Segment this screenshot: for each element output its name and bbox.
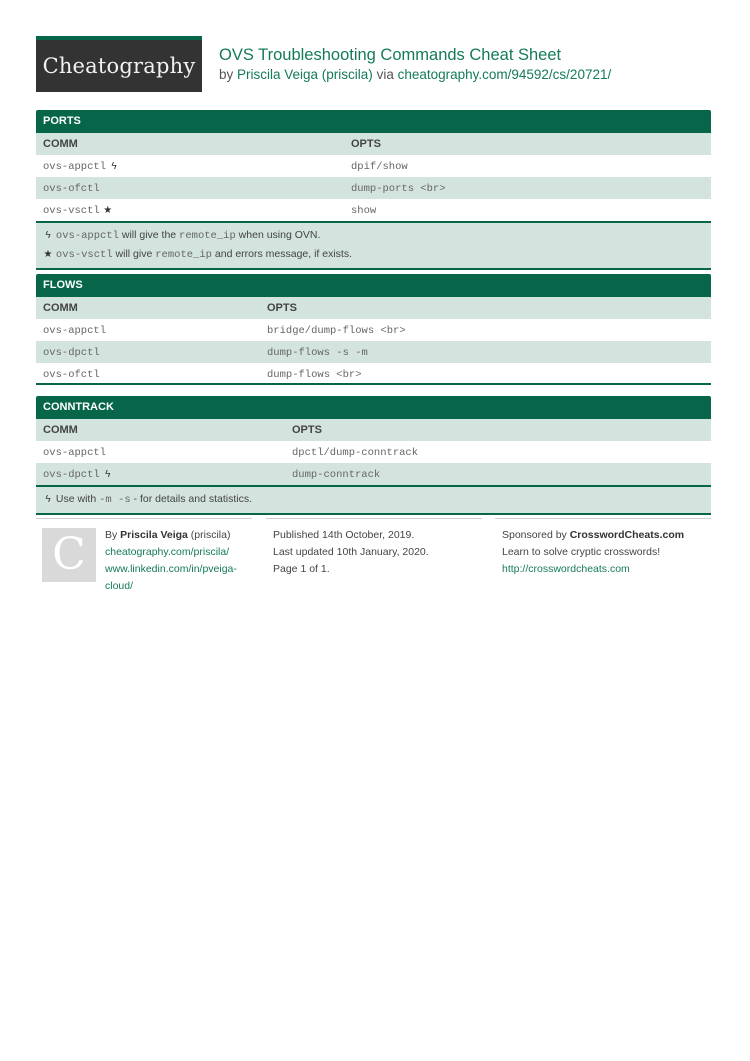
by-prefix: By xyxy=(105,529,121,541)
page-count: Page 1 of 1. xyxy=(273,563,330,575)
note-text: and errors message, if exists. xyxy=(211,248,353,260)
updated-date: Last updated 10th January, 2020. xyxy=(273,546,429,558)
opts-cell: dump-flows -s -m xyxy=(267,347,368,359)
footer-sponsor xyxy=(495,518,711,578)
opts-cell: bridge/dump-flows <br> xyxy=(267,325,406,337)
table-row xyxy=(36,363,711,385)
column-header-opts: OPTS xyxy=(267,302,297,314)
opts-cell: dpif/show xyxy=(351,161,408,173)
star-icon: ★ xyxy=(103,205,113,216)
page-title: OVS Troubleshooting Commands Cheat Sheet xyxy=(219,46,562,64)
section-ports xyxy=(36,110,711,270)
opts-cell: dump-ports <br> xyxy=(351,183,446,195)
column-header-comm: COMM xyxy=(43,424,78,436)
comm-cell: ovs-appctl xyxy=(43,447,107,459)
note-code: ovs-appctl xyxy=(55,230,119,242)
author-link[interactable]: Priscila Veiga (priscila) xyxy=(237,67,373,82)
note-text: - for details and statistics. xyxy=(130,493,253,505)
author-handle: (priscila) xyxy=(187,529,231,541)
note-code: remote_ip xyxy=(179,230,236,242)
column-header-opts: OPTS xyxy=(351,138,381,150)
sheet-url-link[interactable]: cheatography.com/94592/cs/20721/ xyxy=(397,67,612,82)
avatar xyxy=(42,528,96,582)
title-block xyxy=(219,45,611,84)
sponsor-line xyxy=(502,527,711,544)
by-prefix: by xyxy=(219,67,238,82)
table-row xyxy=(36,441,711,463)
note-line xyxy=(43,226,704,245)
bolt-icon: ϟ xyxy=(105,469,111,480)
comm-cell: ovs-appctl xyxy=(43,325,107,337)
table-header xyxy=(36,133,711,155)
table-row xyxy=(36,341,711,363)
opts-cell: show xyxy=(351,205,377,217)
note-line xyxy=(43,490,704,509)
column-header-comm: COMM xyxy=(43,138,78,150)
linkedin-link[interactable]: www.linkedin.com/in/pveiga- xyxy=(105,563,237,575)
author-line xyxy=(105,527,252,544)
table-header xyxy=(36,297,711,319)
table-row xyxy=(36,319,711,341)
table-row xyxy=(36,155,711,177)
linkedin-link-cont[interactable]: cloud/ xyxy=(105,580,134,592)
note-line xyxy=(43,245,704,264)
avatar-letter: C xyxy=(52,529,86,580)
bolt-icon: ϟ xyxy=(45,494,51,505)
cheatography-logo[interactable] xyxy=(36,36,202,92)
bolt-icon: ϟ xyxy=(45,230,51,241)
note-text: will give xyxy=(112,248,156,260)
table-header xyxy=(36,419,711,441)
section-title: CONNTRACK xyxy=(36,396,711,419)
section-title: PORTS xyxy=(36,110,711,133)
table-row xyxy=(36,177,711,199)
note-text: Use with xyxy=(53,493,100,505)
published-date: Published 14th October, 2019. xyxy=(273,529,415,541)
note-code: -m -s xyxy=(99,494,131,506)
section-conntrack xyxy=(36,396,711,515)
bolt-icon: ϟ xyxy=(111,161,117,172)
comm-cell: ovs-dpctl xyxy=(43,469,100,481)
comm-cell: ovs-vsctl xyxy=(43,205,100,217)
note-code: ovs-vsctl xyxy=(55,249,113,261)
opts-cell: dump-conntrack xyxy=(292,469,381,481)
comm-cell: ovs-ofctl xyxy=(43,369,100,381)
author-name: Priscila Veiga xyxy=(120,529,188,541)
byline xyxy=(219,66,611,84)
section-notes xyxy=(36,221,711,270)
section-flows xyxy=(36,274,711,385)
footer-author xyxy=(36,518,252,598)
section-title: FLOWS xyxy=(36,274,711,297)
note-code: remote_ip xyxy=(155,249,212,261)
sponsor-tagline: Learn to solve cryptic crosswords! xyxy=(502,546,661,558)
section-notes xyxy=(36,485,711,515)
star-icon: ★ xyxy=(43,249,53,260)
sponsor-prefix: Sponsored by xyxy=(502,529,570,541)
sponsor-name: CrosswordCheats.com xyxy=(569,529,685,541)
logo-text: Cheatography xyxy=(42,54,196,78)
opts-cell: dpctl/dump-conntrack xyxy=(292,447,419,459)
column-header-comm: COMM xyxy=(43,302,78,314)
via-text: via xyxy=(372,67,398,82)
note-text: when using OVN. xyxy=(235,229,321,241)
comm-cell: ovs-dpctl xyxy=(43,347,100,359)
comm-cell: ovs-appctl xyxy=(43,161,107,173)
opts-cell: dump-flows <br> xyxy=(267,369,362,381)
comm-cell: ovs-ofctl xyxy=(43,183,100,195)
table-row xyxy=(36,199,711,221)
column-header-opts: OPTS xyxy=(292,424,322,436)
profile-link[interactable]: cheatography.com/priscila/ xyxy=(105,546,230,558)
footer-meta xyxy=(266,518,482,578)
sponsor-link[interactable]: http://crosswordcheats.com xyxy=(502,563,630,575)
table-row xyxy=(36,463,711,485)
note-text: will give the xyxy=(118,229,180,241)
